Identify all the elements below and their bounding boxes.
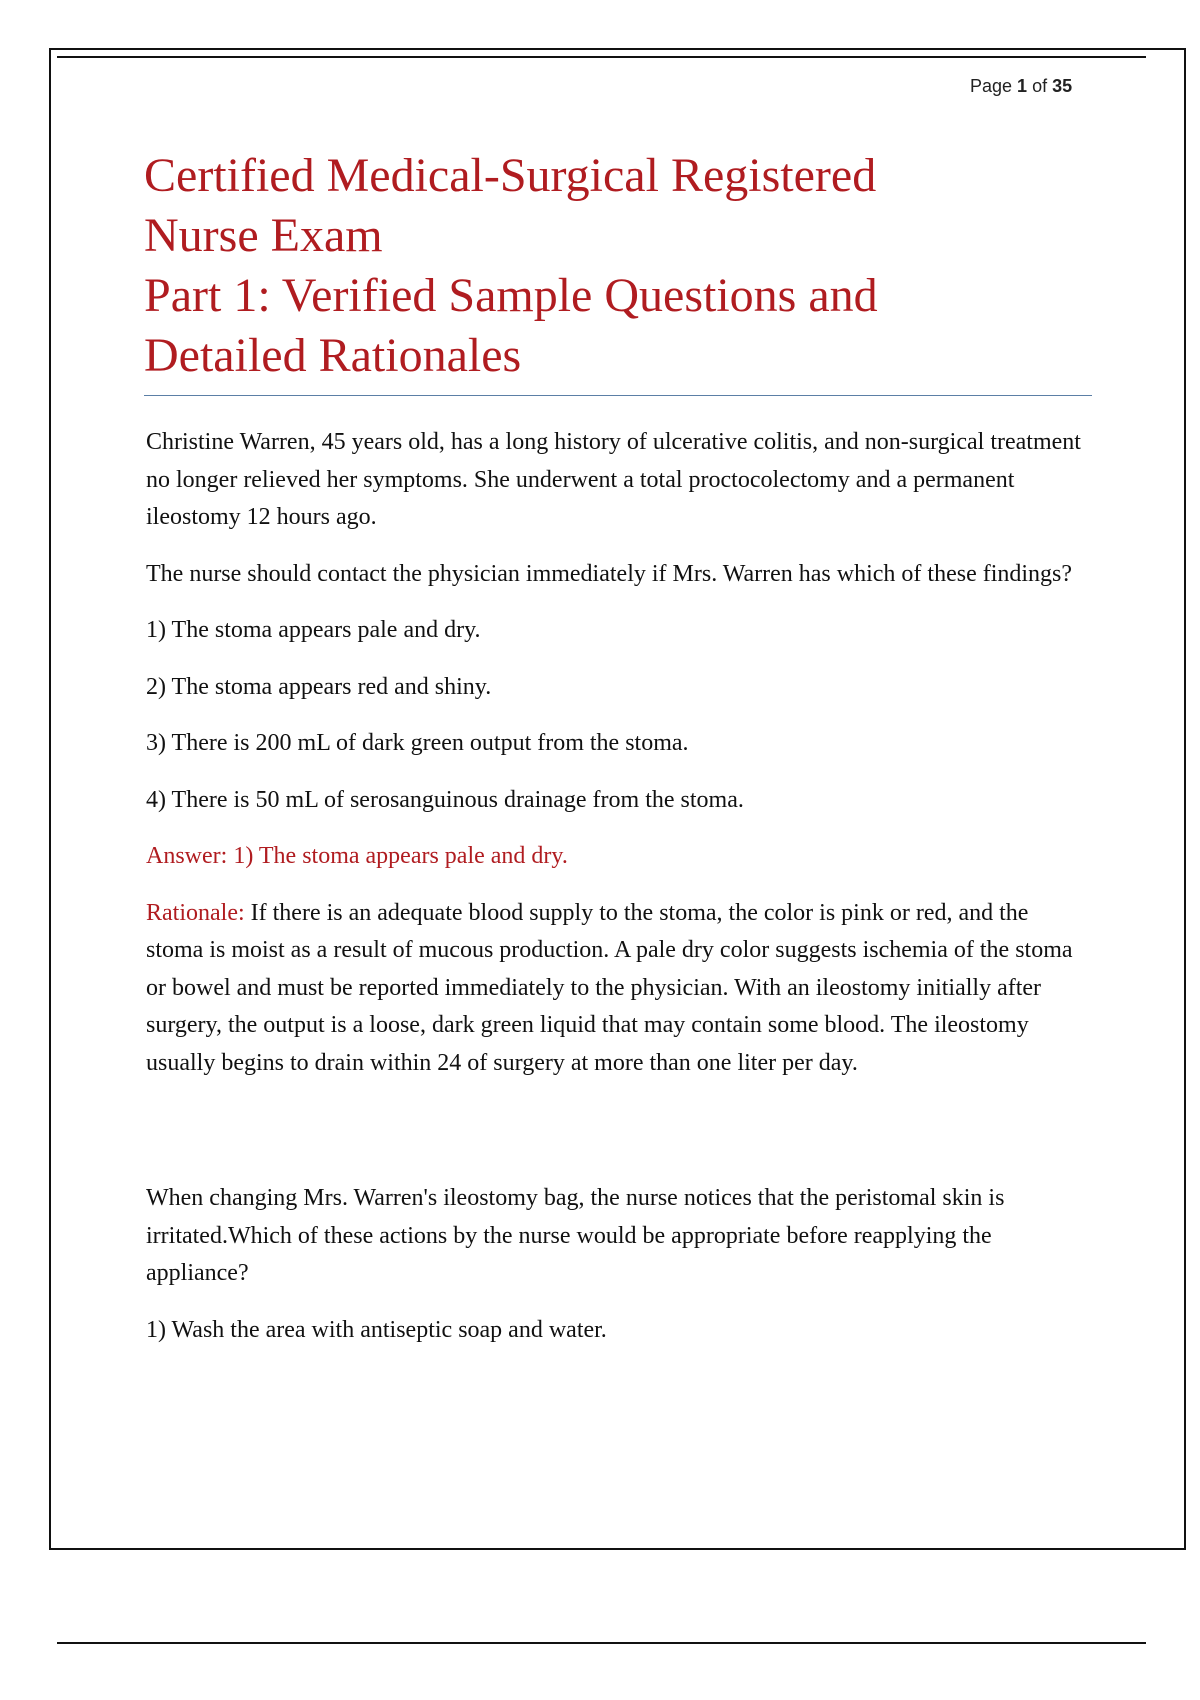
page-number xyxy=(970,76,1072,97)
question-1-option-1: 1) The stoma appears pale and dry. xyxy=(146,617,481,643)
title-line-1: Certified Medical-Surgical Registered xyxy=(144,149,877,202)
page-of: of xyxy=(1027,76,1053,96)
title-line-2: Nurse Exam xyxy=(144,209,383,262)
question-2-stem: When changing Mrs. Warren's ileostomy bag, the nurse notices that the peristomal skin is irritated.Which of these actions by the nurse would be appropriate before reapplying the appliance? xyxy=(146,1185,1005,1286)
question-2-option-1: 1) Wash the area with antiseptic soap and water. xyxy=(146,1316,607,1343)
footer-rule xyxy=(57,1642,1146,1644)
rationale-text: If there is an adequate blood supply to the stoma, the color is pink or red, and the stoma is moist as a result of mucous production. A pale dry color suggests ischemia of the stoma or bowel and must be reported immediately to the physician. With an ileostomy initially after surgery, the output is a loose, dark green liquid that may contain some blood. The ileostomy usually begins to drain within 24 of surgery at more than one liter per day. xyxy=(146,899,1073,1076)
question-1-option-4: 4) There is 50 mL of serosanguinous drainage from the stoma. xyxy=(146,786,744,813)
title-line-4: Detailed Rationales xyxy=(144,329,522,382)
question-1-scenario: Christine Warren, 45 years old, has a long history of ulcerative colitis, and non-surgical treatment no longer relieved her symptoms. She underwent a total proctocolectomy and a permanent ileostomy 12 hours ago. xyxy=(146,429,1081,530)
title-line-3: Part 1: Verified Sample Questions and xyxy=(144,269,878,322)
question-1-option-2: 2) The stoma appears red and shiny. xyxy=(146,673,492,700)
question-1-answer: Answer: 1) The stoma appears pale and dry. xyxy=(146,843,568,869)
header-rule xyxy=(57,56,1146,58)
page-current: 1 xyxy=(1017,76,1028,96)
page-prefix: Page xyxy=(970,76,1018,96)
document-body xyxy=(146,424,1086,1349)
title-divider xyxy=(144,395,1092,396)
question-1-stem: The nurse should contact the physician immediately if Mrs. Warren has which of these findings? xyxy=(146,560,1073,587)
question-1-option-3: 3) There is 200 mL of dark green output from the stoma. xyxy=(146,730,689,756)
rationale-label: Rationale: xyxy=(146,899,245,926)
document-title xyxy=(144,146,1104,386)
page-total: 35 xyxy=(1052,76,1073,96)
question-1-rationale xyxy=(146,895,1086,1083)
